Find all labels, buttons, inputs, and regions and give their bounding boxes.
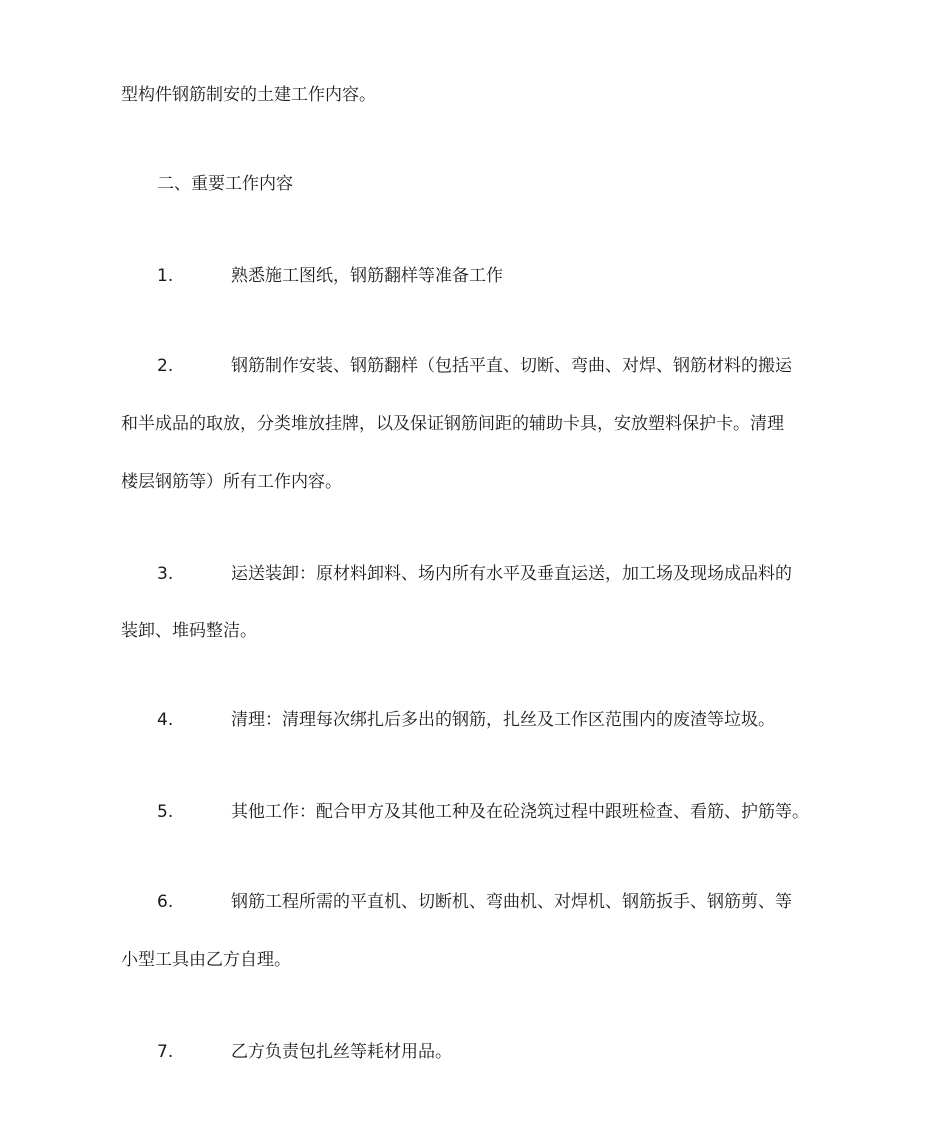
section-heading: 二、重要工作内容 bbox=[157, 174, 293, 194]
intro-text-tail: 型构件钢筋制安的土建工作内容。 bbox=[121, 85, 376, 105]
item-text: 钢筋工程所需的平直机、切断机、弯曲机、对焊机、钢筋扳手、钢筋剪、等 bbox=[231, 892, 792, 912]
item-number: 4. bbox=[157, 710, 174, 730]
item-text: 乙方负责包扎丝等耗材用品。 bbox=[231, 1042, 452, 1062]
item-number: 3. bbox=[157, 564, 174, 584]
item-text-continuation: 和半成品的取放，分类堆放挂牌，以及保证钢筋间距的辅助卡具，安放塑料保护卡。清理 bbox=[121, 414, 784, 434]
item-number: 6. bbox=[157, 892, 174, 912]
item-text: 其他工作：配合甲方及其他工种及在砼浇筑过程中跟班检查、看筋、护筋等。 bbox=[231, 802, 809, 822]
item-text-continuation: 小型工具由乙方自理。 bbox=[121, 950, 291, 970]
item-number: 5. bbox=[157, 802, 174, 822]
item-number: 2. bbox=[157, 356, 174, 376]
item-text: 钢筋制作安装、钢筋翻样（包括平直、切断、弯曲、对焊、钢筋材料的搬运 bbox=[231, 356, 792, 376]
item-text-continuation: 楼层钢筋等）所有工作内容。 bbox=[121, 472, 342, 492]
item-text: 熟悉施工图纸，钢筋翻样等准备工作 bbox=[231, 266, 503, 286]
item-text-continuation: 装卸、堆码整洁。 bbox=[121, 621, 257, 641]
item-number: 1. bbox=[157, 266, 174, 286]
item-number: 7. bbox=[157, 1042, 174, 1062]
item-text: 清理：清理每次绑扎后多出的钢筋，扎丝及工作区范围内的废渣等垃圾。 bbox=[231, 710, 775, 730]
item-text: 运送装卸：原材料卸料、场内所有水平及垂直运送，加工场及现场成品料的 bbox=[231, 564, 792, 584]
